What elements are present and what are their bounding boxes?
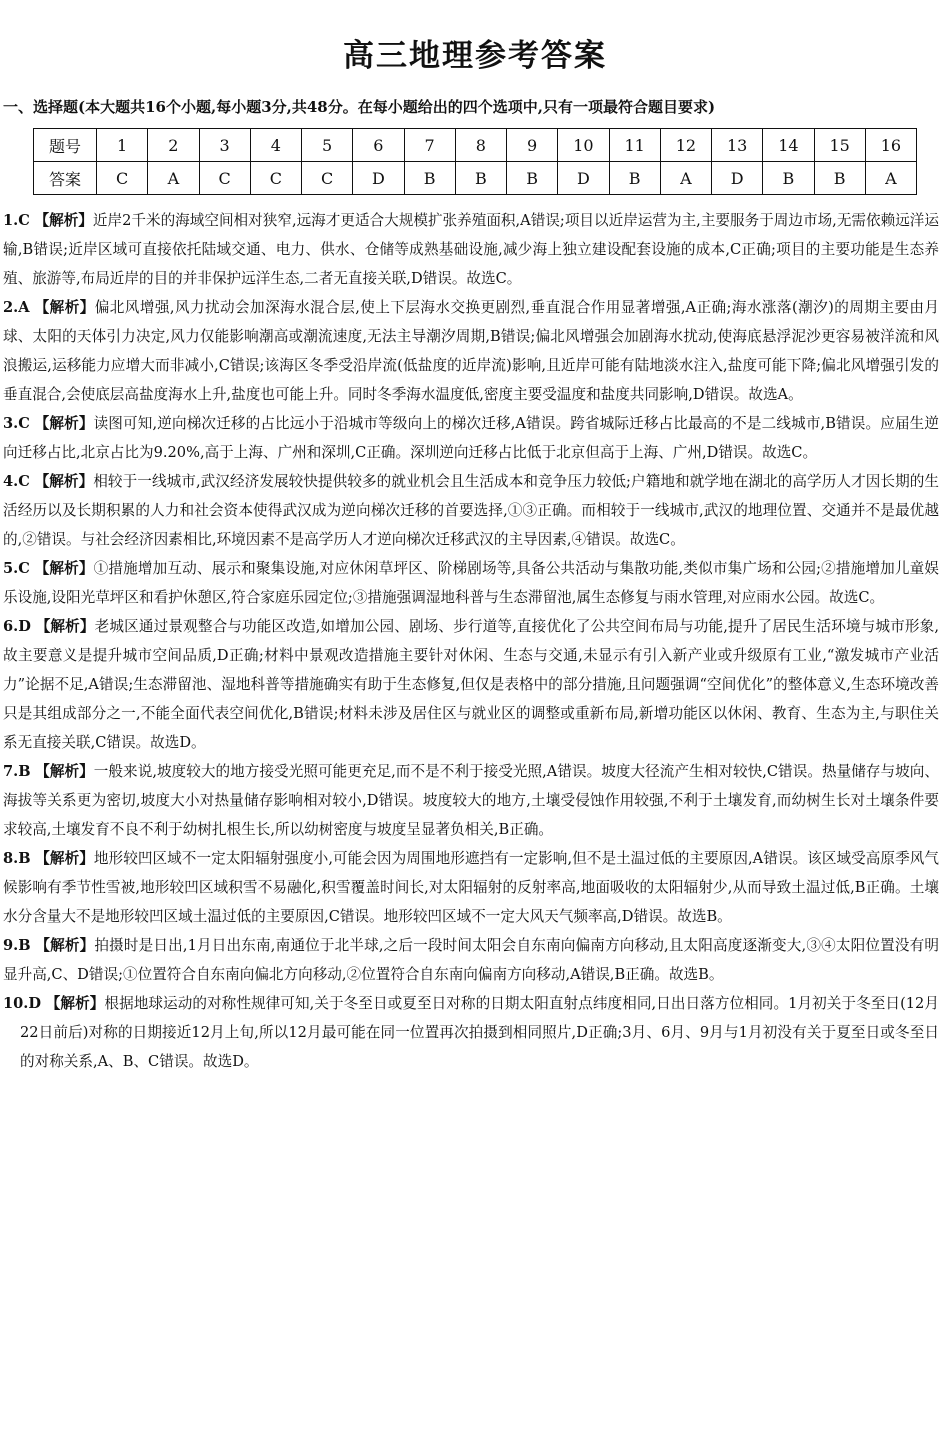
answer-cell: D	[558, 162, 609, 195]
analysis-tag: 【解析】	[34, 299, 95, 316]
question-number-cell: 7	[404, 129, 455, 162]
answer-cell: C	[250, 162, 301, 195]
explanation-text: ①措施增加互动、展示和聚集设施,对应休闲草坪区、阶梯剧场等,具备公共活动与集散功能,类似市集广场和公园;②措施增加儿童娱乐设施,设阳光草坪区和看护休憩区,符合家庭乐园定位;③措施强调湿地科普与生态滞留池,属生态修复与雨水管理,对应雨水公园。故选C。	[3, 560, 939, 606]
analysis-tag: 【解析】	[34, 415, 94, 432]
explanation-text: 拍摄时是日出,1月日出东南,南通位于北半球,之后一段时间太阳会自东南向偏南方向移动,且太阳高度逐渐变大,③④太阳位置没有明显升高,C、D错误;①位置符合自东南向偏北方向移动,②位置符合自东南向偏南方向移动,A错误,B正确。故选B。	[3, 937, 939, 983]
answer-cell: D	[353, 162, 404, 195]
row-label-answer: 答案	[34, 162, 97, 195]
analysis-tag: 【解析】	[34, 560, 94, 577]
answer-key: 5.C	[3, 560, 30, 577]
answer-cell: B	[507, 162, 558, 195]
question-number-cell: 12	[660, 129, 711, 162]
answer-cell: B	[763, 162, 814, 195]
question-number-cell: 8	[455, 129, 506, 162]
explanation-item	[3, 757, 939, 844]
answer-cell: B	[609, 162, 660, 195]
explanation-text: 读图可知,逆向梯次迁移的占比远小于沿城市等级向上的梯次迁移,A错误。跨省城际迁移占比最高的不是二线城市,B错误。应届生逆向迁移占比,北京占比为9.20%,高于上海、广州和深圳,C正确。深圳逆向迁移占比低于北京但高于上海、广州,D错误。故选C。	[3, 415, 940, 461]
question-number-cell: 15	[814, 129, 865, 162]
analysis-tag: 【解析】	[35, 850, 94, 867]
answer-cell: A	[660, 162, 711, 195]
answer-table	[33, 128, 917, 195]
question-number-row	[34, 129, 917, 162]
explanation-item	[3, 931, 939, 989]
row-label-question: 题号	[34, 129, 97, 162]
explanation-item	[3, 989, 939, 1076]
question-number-cell: 14	[763, 129, 814, 162]
answer-key: 2.A	[3, 299, 30, 316]
answer-cell: A	[148, 162, 199, 195]
answer-key: 1.C	[3, 212, 30, 229]
analysis-tag: 【解析】	[35, 937, 95, 954]
explanation-text: 地形较凹区域不一定太阳辐射强度小,可能会因为周围地形遮挡有一定影响,但不是土温过低的主要原因,A错误。该区域受高原季风气候影响有季节性雪被,地形较凹区域积雪不易融化,积雪覆盖时间长,对太阳辐射的反射率高,地面吸收的太阳辐射少,从而导致土温过低,B正确。土壤水分含量大不是地形较凹区域土温过低的主要原因,C错误。地形较凹区域不一定大风天气频率高,D错误。故选B。	[3, 850, 939, 925]
question-number-cell: 16	[865, 129, 916, 162]
question-number-cell: 3	[199, 129, 250, 162]
analysis-tag: 【解析】	[35, 618, 95, 635]
answer-cell: B	[404, 162, 455, 195]
answer-key: 4.C	[3, 473, 30, 490]
analysis-tag: 【解析】	[34, 212, 93, 229]
question-number-cell: 13	[712, 129, 763, 162]
answer-key: 3.C	[3, 415, 30, 432]
question-number-cell: 11	[609, 129, 660, 162]
explanation-text: 一般来说,坡度较大的地方接受光照可能更充足,而不是不利于接受光照,A错误。坡度大径流产生相对较快,C错误。热量储存与坡向、海拔等关系更为密切,坡度大小对热量储存影响相对较小,D错误。坡度较大的地方,土壤受侵蚀作用较强,不利于土壤发育,而幼树生长对土壤条件要求较高,土壤发育不良不利于幼树扎根生长,所以幼树密度与坡度呈显著负相关,B正确。	[3, 763, 939, 838]
explanation-text: 偏北风增强,风力扰动会加深海水混合层,使上下层海水交换更剧烈,垂直混合作用显著增强,A正确;海水涨落(潮汐)的周期主要由月球、太阳的天体引力决定,风力仅能影响潮高或潮流速度,无法主导潮汐周期,B错误;偏北风增强会加剧海水扰动,使海底悬浮泥沙更容易被洋流和风浪搬运,运移能力应增大而非减小,C错误;该海区冬季受沿岸流(低盐度的近岸流)影响,且近岸可能有陆地淡水注入,盐度可能下降;偏北风增强引发的垂直混合,会使底层高盐度海水上升,盐度也可能上升。同时冬季海水温度低,密度主要受温度和盐度共同影响,D错误。故选A。	[3, 299, 940, 403]
explanation-item	[3, 844, 939, 931]
answer-cell: A	[865, 162, 916, 195]
question-number-cell: 10	[558, 129, 609, 162]
explanation-item	[3, 206, 939, 293]
explanation-text: 老城区通过景观整合与功能区改造,如增加公园、剧场、步行道等,直接优化了公共空间布局与功能,提升了居民生活环境与城市形象,故主要意义是提升城市空间品质,D正确;材料中景观改造措施主要针对休闲、生态与交通,未显示有引入新产业或升级原有工业,“激发城市产业活力”论据不足,A错误;生态滞留池、湿地科普等措施确实有助于生态修复,但仅是表格中的部分措施,且问题强调“空间优化”的整体意义,生态环境改善只是其组成部分之一,不能全面代表空间优化,B错误;材料未涉及居住区与就业区的调整或重新布局,新增功能区以休闲、教育、生态为主,与职住关系无直接关联,C错误。故选D。	[3, 618, 940, 751]
answer-cell: D	[712, 162, 763, 195]
explanation-text: 近岸2千米的海域空间相对狭窄,远海才更适合大规模扩张养殖面积,A错误;项目以近岸运营为主,主要服务于周边市场,无需依赖远洋运输,B错误;近岸区域可直接依托陆域交通、电力、供水、仓储等成熟基础设施,减少海上独立建设配套设施的成本,C正确;项目的主要功能是生态养殖、旅游等,布局近岸的目的并非保护远洋生态,二者无直接关联,D错误。故选C。	[3, 212, 939, 287]
explanation-list	[3, 206, 939, 1076]
answer-key: 6.D	[3, 618, 31, 635]
answer-key: 7.B	[3, 763, 31, 780]
answer-cell: B	[455, 162, 506, 195]
explanation-item	[3, 467, 939, 554]
answer-cell: C	[302, 162, 353, 195]
analysis-tag: 【解析】	[45, 995, 105, 1012]
answer-cell: C	[97, 162, 148, 195]
question-number-cell: 2	[148, 129, 199, 162]
answer-key: 8.B	[3, 850, 31, 867]
explanation-item	[3, 293, 939, 409]
answer-cell: C	[199, 162, 250, 195]
explanation-item	[3, 554, 939, 612]
analysis-tag: 【解析】	[35, 763, 94, 780]
question-number-cell: 9	[507, 129, 558, 162]
answer-cell: B	[814, 162, 865, 195]
page-title: 高三地理参考答案	[343, 38, 607, 74]
answer-row	[34, 162, 917, 195]
explanation-text: 相较于一线城市,武汉经济发展较快提供较多的就业机会且生活成本和竞争压力较低;户籍地和就学地在湖北的高学历人才因长期的生活经历以及长期积累的人力和社会资本使得武汉成为逆向梯次迁移的首要选择,①③正确。而相较于一线城市,武汉的地理位置、交通并不是最优越的,②错误。与社会经济因素相比,环境因素不是高学历人才逆向梯次迁移武汉的主导因素,④错误。故选C。	[3, 473, 940, 548]
analysis-tag: 【解析】	[34, 473, 94, 490]
section-heading: 一、选择题(本大题共16个小题,每小题3分,共48分。在每小题给出的四个选项中,只有一项最符合题目要求)	[3, 98, 716, 116]
answer-key: 9.B	[3, 937, 31, 954]
question-number-cell: 6	[353, 129, 404, 162]
explanation-item	[3, 409, 939, 467]
explanation-text: 根据地球运动的对称性规律可知,关于冬至日或夏至日对称的日期太阳直射点纬度相同,日出日落方位相同。1月初关于冬至日(12月22日前后)对称的日期接近12月上旬,所以12月最可能在同一位置再次拍摄到相同照片,D正确;3月、6月、9月与1月初没有关于夏至日或冬至日的对称关系,A、B、C错误。故选D。	[20, 995, 939, 1070]
question-number-cell: 1	[97, 129, 148, 162]
question-number-cell: 4	[250, 129, 301, 162]
explanation-item	[3, 612, 939, 757]
answer-key: 10.D	[3, 995, 42, 1012]
question-number-cell: 5	[302, 129, 353, 162]
